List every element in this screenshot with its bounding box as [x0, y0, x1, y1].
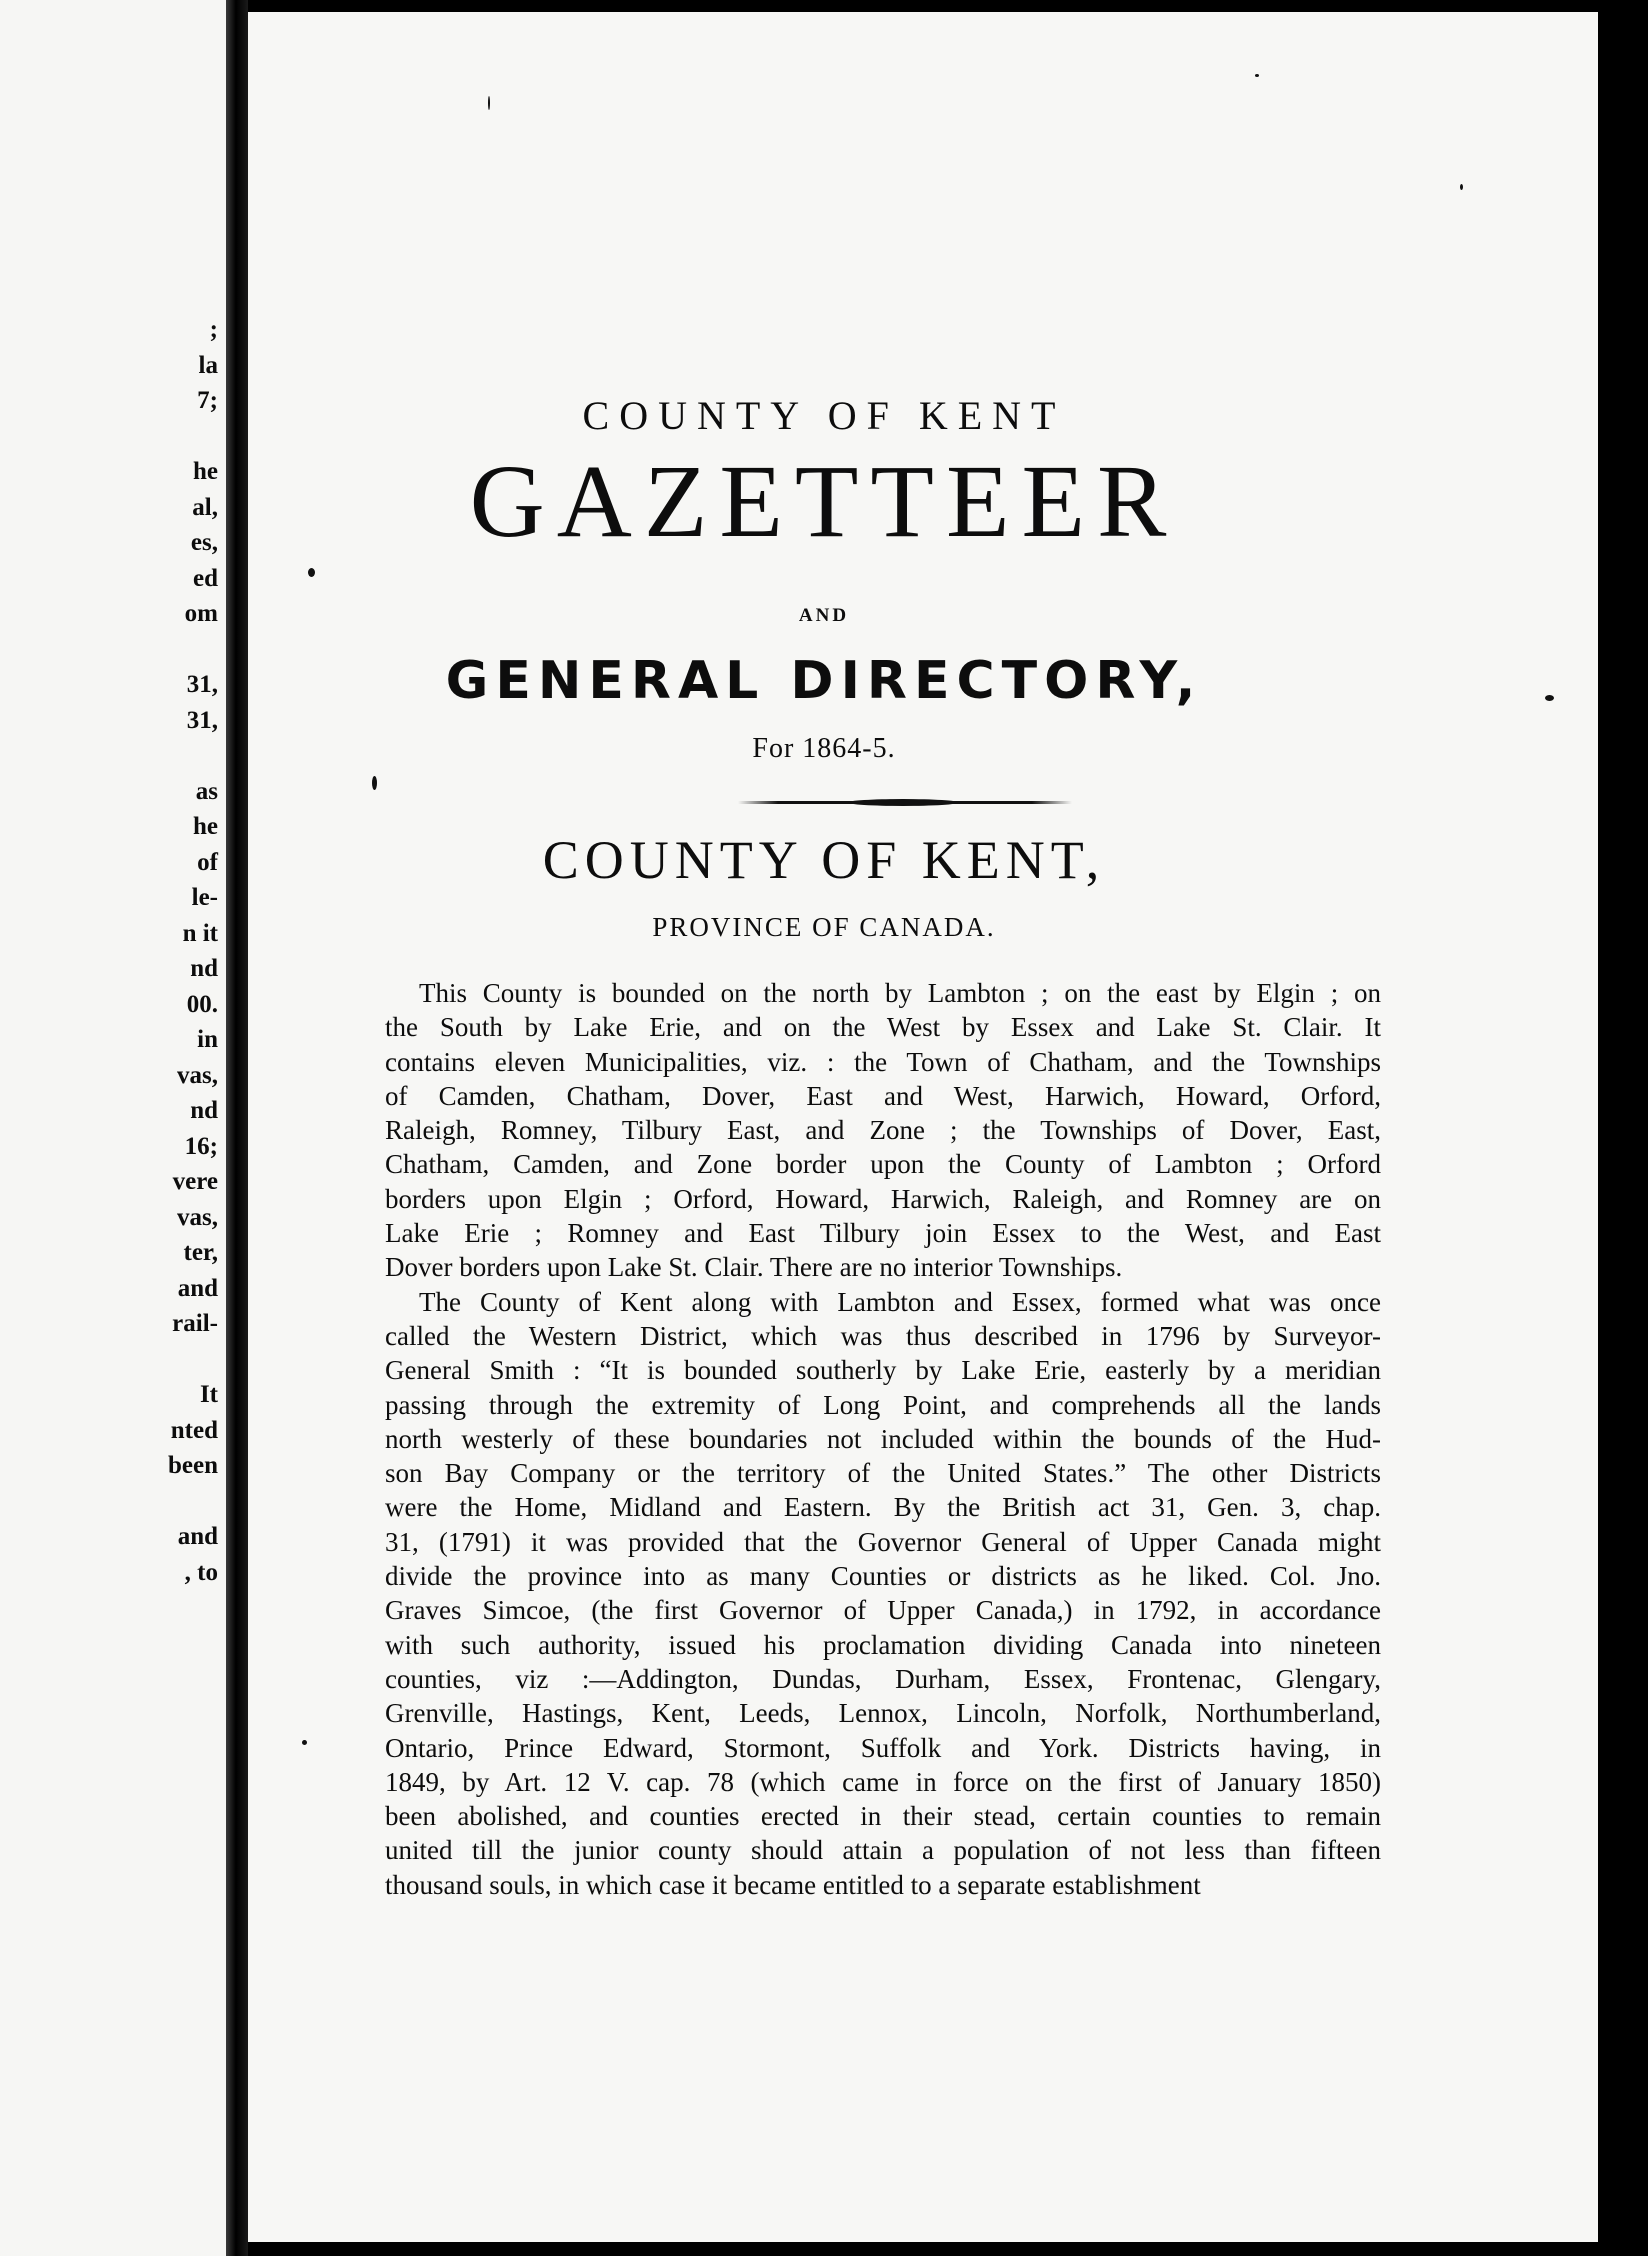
- text-line: united till the junior county should attain a population of not less than fifteen: [385, 1835, 1381, 1866]
- book-gutter: [226, 0, 248, 2256]
- text-line: contains eleven Municipalities, viz. : the Town of Chatham, and the Townships: [385, 1046, 1381, 1077]
- facing-page-line: 31,: [186, 706, 218, 734]
- facing-page-line: le-: [191, 884, 218, 911]
- series-title: COUNTY OF KENT: [582, 393, 1066, 438]
- subtitle: GENERAL DIRECTORY,: [445, 651, 1203, 711]
- text-line: thousand souls, in which case it became entitled to a separate establishment: [385, 1869, 1201, 1900]
- facing-page-line: al,: [192, 493, 218, 521]
- text-line: General Smith : “It is bounded southerly by Lake Erie, easterly by a meridian: [385, 1355, 1381, 1386]
- facing-page-line: he: [193, 813, 218, 840]
- text-line: the South by Lake Erie, and on the West by Essex and Lake St. Clair. It: [385, 1012, 1381, 1043]
- facing-page-line: 7;: [197, 387, 218, 414]
- facing-page-line: ed: [193, 564, 218, 592]
- paragraph: [385, 1285, 1381, 1902]
- text-line: borders upon Elgin ; Orford, Howard, Harwich, Raleigh, and Romney are on: [385, 1183, 1381, 1214]
- facing-page-line: nd: [190, 955, 218, 982]
- facing-page-line: [168, 1484, 218, 1520]
- edition-line: For 1864-5.: [752, 733, 896, 764]
- facing-page-line: of: [197, 848, 218, 876]
- facing-page-line: It: [199, 1381, 218, 1408]
- facing-page-line: as: [195, 777, 218, 805]
- main-title: GAZETTEER: [469, 444, 1179, 559]
- facing-page-line: vas,: [177, 1061, 218, 1089]
- text-line: Lake Erie ; Romney and East Tilbury join Essex to the West, and East: [385, 1218, 1381, 1249]
- facing-page-line: om: [184, 600, 218, 627]
- facing-page-line: nted: [170, 1416, 218, 1444]
- text-line: Chatham, Camden, and Zone border upon the County of Lambton ; Orford: [385, 1149, 1381, 1180]
- paragraph: [385, 976, 1381, 1285]
- facing-page-line: 16;: [184, 1132, 218, 1160]
- text-line: passing through the extremity of Long Point, and comprehends all the lands: [385, 1389, 1381, 1420]
- text-line: Dover borders upon Lake St. Clair. There are no interior Townships.: [385, 1252, 1123, 1283]
- title-conjunction: AND: [798, 605, 850, 626]
- text-line: called the Western District, which was thus described in 1796 by Surveyor-: [385, 1320, 1381, 1351]
- facing-page-line: ter,: [183, 1239, 218, 1266]
- facing-page-line: vere: [172, 1168, 218, 1195]
- facing-page-line: nd: [190, 1097, 218, 1124]
- scan-border: [1598, 0, 1648, 2256]
- facing-page-line: n it: [182, 919, 218, 947]
- facing-page-line: been: [168, 1452, 218, 1479]
- facing-page-line: vas,: [177, 1203, 218, 1231]
- text-line: The County of Kent along with Lambton and Essex, formed what was once: [419, 1286, 1381, 1317]
- text-line: north westerly of these boundaries not included within the bounds of the Hud-: [385, 1423, 1381, 1454]
- facing-page-line: [168, 1342, 218, 1378]
- facing-page-line: , to: [184, 1558, 218, 1586]
- text-line: This County is bounded on the north by Lambton ; on the east by Elgin ; on: [419, 978, 1381, 1008]
- text-line: Ontario, Prince Edward, Stormont, Suffolk and York. Districts having, in: [385, 1732, 1381, 1763]
- text-line: were the Home, Midland and Eastern. By the British act 31, Gen. 3, chap.: [385, 1492, 1381, 1523]
- text-line: Graves Simcoe, (the first Governor of Upper Canada,) in 1792, in accordance: [385, 1595, 1381, 1626]
- facing-page-line: he: [193, 458, 218, 485]
- ornamental-rule: [738, 801, 1072, 804]
- text-line: Grenville, Hastings, Kent, Leeds, Lennox, Lincoln, Norfolk, Northumberland,: [385, 1698, 1381, 1729]
- text-line: of Camden, Chatham, Dover, East and West, Harwich, Howard, Orford,: [385, 1080, 1381, 1111]
- section-title: COUNTY OF KENT,: [542, 830, 1106, 890]
- facing-page: [0, 0, 232, 2256]
- section-subtitle: PROVINCE OF CANADA.: [652, 912, 996, 942]
- text-line: divide the province into as many Counties or districts as he liked. Col. Jno.: [385, 1561, 1381, 1592]
- facing-page-line: 00.: [186, 990, 218, 1018]
- facing-page-line: la: [198, 351, 218, 379]
- facing-page-line: and: [177, 1523, 218, 1550]
- text-line: Raleigh, Romney, Tilbury East, and Zone ; the Townships of Dover, East,: [385, 1115, 1381, 1146]
- text-line: 31, (1791) it was provided that the Governor General of Upper Canada might: [385, 1526, 1381, 1557]
- text-line: with such authority, issued his proclamation dividing Canada into nineteen: [385, 1629, 1381, 1660]
- body-text: [385, 976, 1381, 1902]
- text-line: son Bay Company or the territory of the United States.” The other Districts: [385, 1458, 1381, 1489]
- facing-page-line: in: [197, 1026, 218, 1053]
- facing-page-line: 31,: [186, 671, 218, 698]
- text-line: counties, viz :—Addington, Dundas, Durham, Essex, Frontenac, Glengary,: [385, 1663, 1381, 1694]
- text-line: 1849, by Art. 12 V. cap. 78 (which came in force on the first of January 1850): [385, 1766, 1381, 1797]
- facing-page-line: es,: [190, 529, 218, 556]
- facing-page-line: rail-: [172, 1310, 218, 1337]
- facing-page-line: and: [177, 1274, 218, 1302]
- facing-page-line: ;: [209, 316, 218, 343]
- text-line: been abolished, and counties erected in their stead, certain counties to remain: [385, 1801, 1381, 1832]
